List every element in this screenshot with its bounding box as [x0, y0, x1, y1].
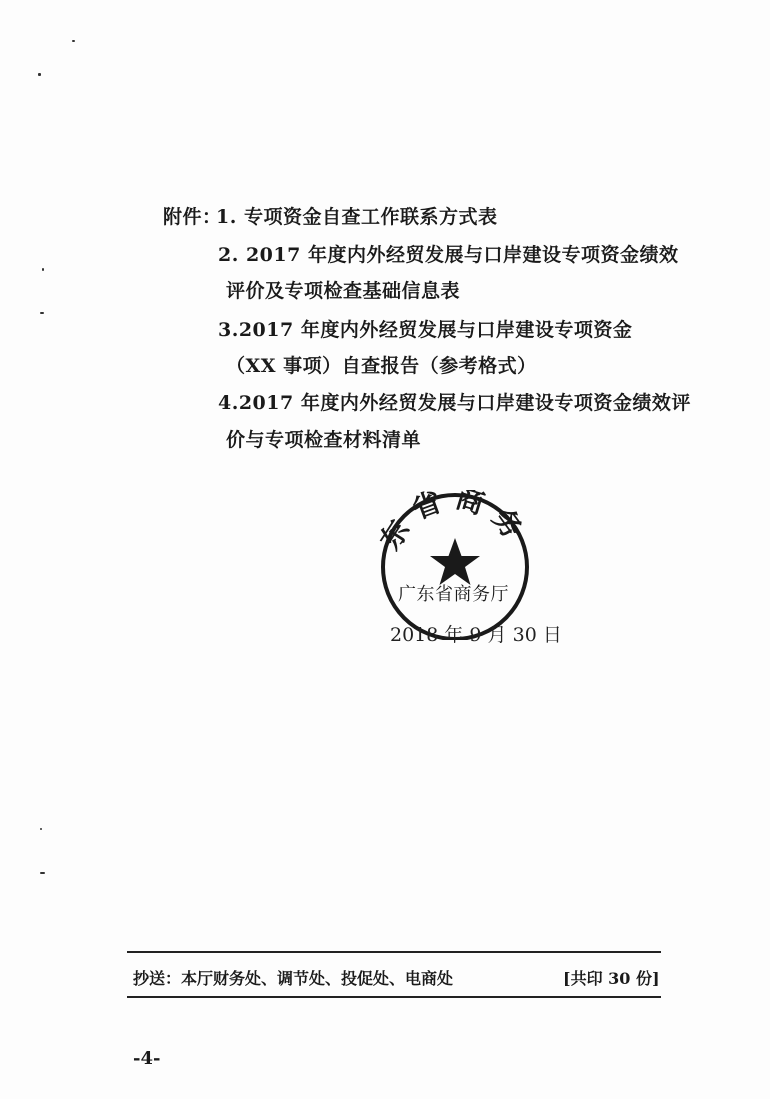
seal-arc-text: 东省商务 [373, 490, 535, 556]
signing-date: 2018 年 9 月 30 日 [390, 624, 562, 646]
scan-speck [72, 40, 75, 42]
scan-speck [38, 73, 41, 76]
page-number: -4- [133, 1048, 161, 1069]
attachment-item-1: 1. 专项资金自查工作联系方式表 [216, 206, 498, 228]
footer-top-rule [127, 951, 661, 953]
cc-label: 抄送： [133, 969, 182, 988]
cc-line [133, 966, 453, 989]
scan-speck [40, 828, 42, 830]
attachment-item-2: 2. 2017 年度内外经贸发展与口岸建设专项资金绩效 [218, 244, 679, 266]
attachment-item-4-cont: 价与专项检查材料清单 [226, 429, 422, 451]
seal-issuer: 广东省商务厅 [398, 584, 509, 605]
attachment-item-3: 3.2017 年度内外经贸发展与口岸建设专项资金 [218, 319, 633, 341]
cc-recipients: 本厅财务处、调节处、投促处、电商处 [181, 969, 454, 988]
attachments-lead: 附件： [163, 206, 222, 228]
attachment-item-3-cont: （XX 事项）自查报告（参考格式） [226, 355, 537, 377]
attachment-item-4: 4.2017 年度内外经贸发展与口岸建设专项资金绩效评 [218, 392, 691, 414]
official-seal [372, 490, 538, 640]
attachment-item-2-cont: 评价及专项检查基础信息表 [226, 280, 461, 302]
seal-star-icon [430, 538, 480, 585]
footer-bottom-rule [127, 996, 661, 998]
scan-speck [40, 312, 44, 314]
scan-speck [40, 872, 45, 874]
scan-speck [42, 268, 44, 271]
copies-count: [共印 30 份] [563, 969, 660, 988]
